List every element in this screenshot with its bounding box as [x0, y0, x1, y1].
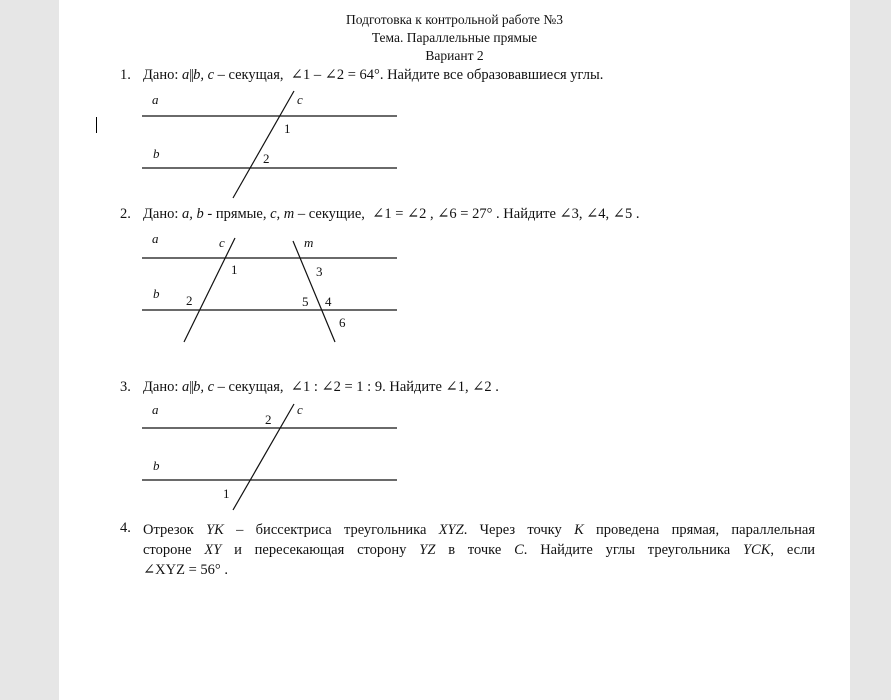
secant-m [293, 241, 335, 342]
given-label: Дано: [143, 67, 179, 83]
line-a-label: a [182, 67, 190, 83]
find-angles: ∠3, ∠4, ∠5 [559, 206, 633, 222]
angle-condition-1: ∠1 = ∠2 [372, 206, 427, 222]
line-a-label: a [182, 379, 190, 395]
angle-condition: ∠XYZ = 56° [143, 562, 221, 578]
lines-text: - прямые, [207, 206, 267, 222]
find-angles: ∠1, ∠2 [445, 379, 492, 395]
label-a: a [152, 402, 159, 417]
side-xy: XY [204, 542, 222, 558]
point-c: C [514, 542, 524, 558]
angle-4-label: 4 [325, 294, 332, 309]
triangle-yck: YCK [742, 542, 771, 558]
line-b-label: b, [193, 379, 204, 395]
angle-condition: ∠1 – ∠2 = 64° [290, 67, 380, 83]
angle-2-label: 2 [186, 293, 193, 308]
secant-text: – секущая, [217, 379, 284, 395]
angle-condition-2: , ∠6 = 27° [430, 206, 493, 222]
task-3-number: 3. [120, 379, 131, 395]
parallel-symbol: || [189, 67, 194, 83]
text-segment: , если [770, 542, 816, 558]
lines-cm: c, m [270, 206, 295, 222]
doc-title: Подготовка к контрольной работе №3 [345, 12, 564, 27]
label-a: a [152, 231, 159, 246]
doc-variant: Вариант 2 [425, 48, 484, 63]
line-c-label: c [207, 67, 214, 83]
task-4-line-1 [143, 520, 815, 540]
secant-text: – секущие, [297, 206, 365, 222]
text-segment: и пересекающая сторону [234, 542, 407, 558]
secant-c [184, 238, 235, 342]
secant-text: – секущая, [217, 67, 284, 83]
angle-5-label: 5 [302, 294, 309, 309]
lines-ab: a, b [182, 206, 204, 222]
angle-1-label: 1 [231, 262, 238, 277]
segment-yk: YK [206, 522, 224, 538]
secant-c [233, 91, 294, 198]
task-1-text [143, 67, 603, 84]
task-4-line-3 [143, 560, 815, 580]
task-2-text [143, 206, 639, 223]
side-yz: YZ [419, 542, 436, 558]
text-segment: в точке [448, 542, 502, 558]
task-2-figure [139, 230, 499, 350]
task-3-text [143, 379, 499, 396]
text-segment: Отрезок [143, 522, 194, 538]
point-k: K [574, 522, 584, 538]
doc-topic: Тема. Параллельные прямые [371, 30, 538, 45]
text-segment: . Через точку [463, 522, 562, 538]
angle-2-label: 2 [263, 151, 270, 166]
task-4-number: 4. [120, 520, 131, 536]
parallel-symbol: || [189, 379, 194, 395]
text-cursor [96, 117, 97, 133]
document-page [59, 0, 850, 700]
task-1-number: 1. [120, 67, 131, 83]
end-dot: . [224, 562, 228, 578]
angle-1-label: 1 [284, 121, 291, 136]
task-2-number: 2. [120, 206, 131, 222]
line-b-label: b, [193, 67, 204, 83]
task-4-line-2 [143, 540, 815, 560]
label-c: c [219, 235, 225, 250]
angle-condition: ∠1 : ∠2 = 1 : 9 [290, 379, 383, 395]
angle-2-label: 2 [265, 412, 272, 427]
angle-3-label: 3 [316, 264, 323, 279]
text-segment: . Найдите углы треугольника [523, 542, 731, 558]
task-question: . Найдите [382, 379, 442, 395]
angle-1-label: 1 [223, 486, 230, 501]
text-segment: стороне [143, 542, 192, 558]
task-3-figure [139, 400, 499, 515]
text-segment: – биссектриса треугольника [236, 522, 427, 538]
end-dot: . [635, 206, 640, 222]
secant-c [233, 404, 294, 510]
line-c-label: c [207, 379, 214, 395]
given-label: Дано: [143, 206, 179, 222]
triangle-xyz: XYZ [438, 522, 464, 538]
label-a: a [152, 92, 159, 107]
label-m: m [304, 235, 314, 250]
end-dot: . [495, 379, 499, 395]
label-c: c [297, 402, 303, 417]
task-question: . Найдите все образовавшиеся углы. [379, 67, 604, 83]
text-segment: проведена прямая, параллельная [596, 522, 816, 538]
angle-6-label: 6 [339, 315, 346, 330]
label-b: b [153, 146, 160, 161]
task-question: . Найдите [496, 206, 556, 222]
label-b: b [153, 286, 160, 301]
task-4-text [143, 520, 815, 580]
given-label: Дано: [143, 379, 179, 395]
label-b: b [153, 458, 160, 473]
task-1-figure [139, 88, 499, 203]
label-c: c [297, 92, 303, 107]
